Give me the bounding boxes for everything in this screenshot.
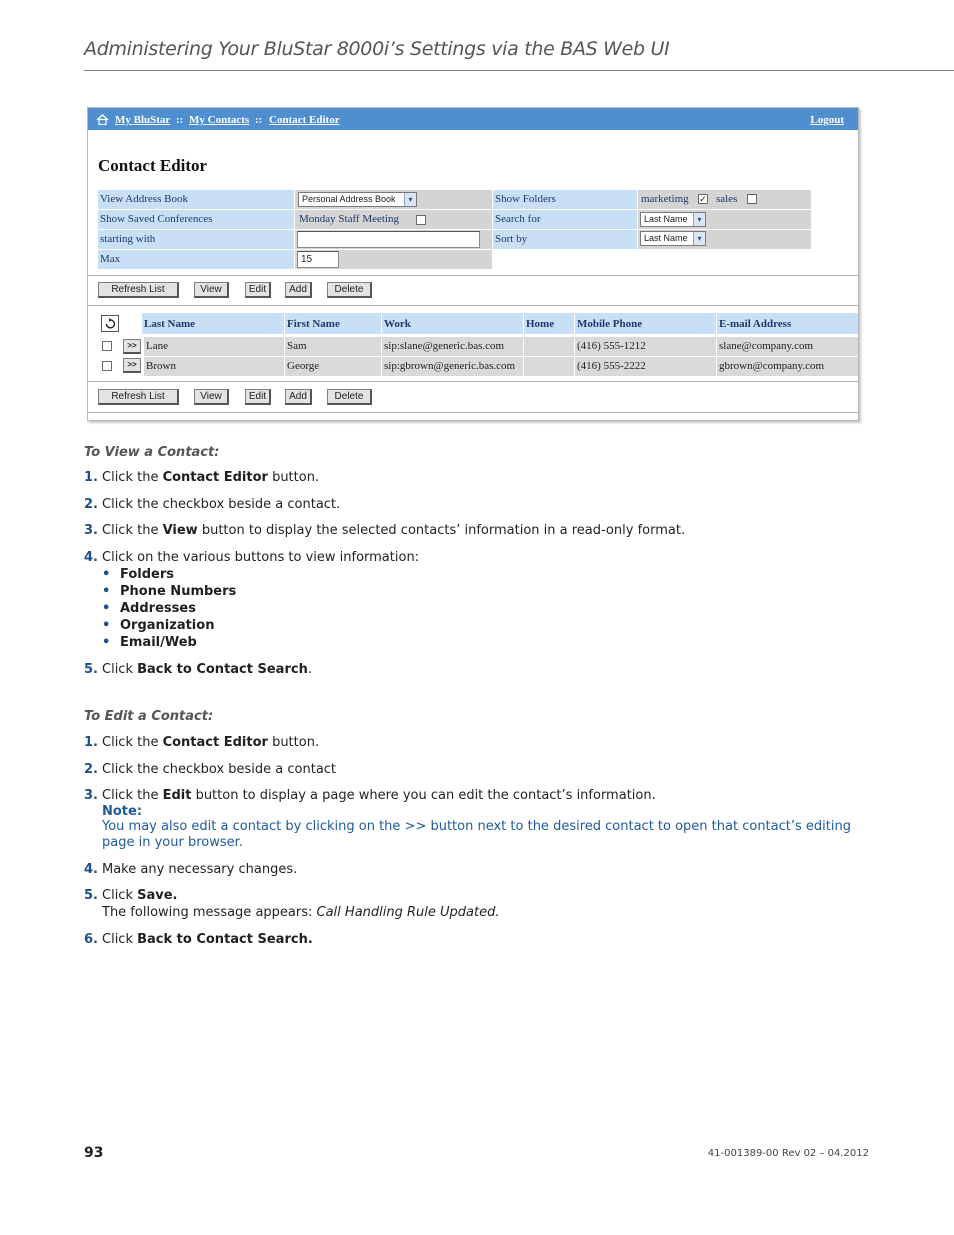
delete-button[interactable]: Delete (327, 282, 372, 298)
breadcrumb-contact-editor[interactable]: Contact Editor (269, 114, 340, 126)
cell-first-name: Sam (285, 337, 381, 356)
cell-first-name: George (285, 357, 381, 376)
step-number: 1. (84, 735, 98, 750)
step-number: 4. (84, 862, 98, 877)
col-header-work[interactable]: Work (382, 313, 523, 334)
home-icon[interactable] (96, 114, 109, 125)
chevron-down-icon[interactable]: ▾ (693, 213, 705, 226)
step-text: Click on the various buttons to view information: (102, 550, 420, 565)
chevron-down-icon[interactable]: ▾ (693, 232, 705, 245)
note-text-line: You may also edit a contact by clicking on the >> button next to the desired contact to open that contact’s editing (102, 819, 851, 834)
cell-home (524, 337, 574, 356)
document-id: 41-001389-00 Rev 02 – 04.2012 (707, 1148, 869, 1159)
divider (88, 412, 858, 413)
view-address-book-label: View Address Book (98, 190, 294, 209)
show-saved-conferences-label: Show Saved Conferences (98, 210, 294, 229)
breadcrumb-my-contacts[interactable]: My Contacts (189, 114, 250, 126)
contact-editor-title: Contact Editor (98, 156, 208, 175)
step-number: 6. (84, 932, 98, 947)
search-for-value: Last Name (644, 214, 688, 224)
chevron-down-icon[interactable]: ▾ (404, 193, 416, 206)
edit-section-title: To Edit a Contact: (84, 709, 214, 724)
add-button[interactable]: Add (285, 282, 312, 298)
note-heading: Note: (102, 804, 143, 819)
nav-bar (88, 108, 858, 130)
refresh-list-button[interactable]: Refresh List (98, 389, 179, 405)
divider (88, 305, 858, 306)
sort-by-value: Last Name (644, 233, 688, 243)
sort-by-label: Sort by (493, 230, 637, 249)
row-open-button[interactable]: >> (123, 339, 141, 354)
cell-mobile: (416) 555-1212 (575, 337, 716, 356)
search-for-label: Search for (493, 210, 637, 229)
cell-mobile: (416) 555-2222 (575, 357, 716, 376)
note-text-line: page in your browser. (102, 835, 243, 850)
folder-sales-checkbox[interactable] (747, 194, 757, 204)
header-rule (84, 70, 954, 71)
col-header-mobile-phone[interactable]: Mobile Phone (575, 313, 716, 334)
starting-with-input[interactable] (297, 231, 480, 248)
step-text: Click the Contact Editor button. (102, 470, 320, 485)
col-header-email[interactable]: E-mail Address (717, 313, 858, 334)
step-number: 3. (84, 788, 98, 803)
step-number: 5. (84, 662, 98, 677)
step-text: Click the checkbox beside a contact. (102, 497, 341, 512)
page-number: 93 (84, 1145, 104, 1161)
step-text: Click Save. (102, 888, 178, 903)
contact-editor-screenshot (87, 107, 859, 421)
divider (88, 381, 858, 382)
edit-button[interactable]: Edit (245, 389, 271, 405)
cell-email: gbrown@company.com (717, 357, 858, 376)
address-book-value: Personal Address Book (302, 194, 396, 204)
step-number: 2. (84, 497, 98, 512)
step-number: 4. (84, 550, 98, 565)
step-text: Click the View button to display the selected contacts’ information in a read-only format. (102, 523, 686, 538)
col-header-first-name[interactable]: First Name (285, 313, 381, 334)
cell-email: slane@company.com (717, 337, 858, 356)
cell-work: sip:gbrown@generic.bas.com (382, 357, 523, 376)
step-number: 3. (84, 523, 98, 538)
view-button[interactable]: View (194, 282, 229, 298)
col-header-last-name[interactable]: Last Name (142, 313, 284, 334)
step-number: 2. (84, 762, 98, 777)
row-open-button[interactable]: >> (123, 358, 141, 373)
divider (88, 275, 858, 276)
folder-marketing-label: marketimg (641, 193, 689, 205)
step-number: 5. (84, 888, 98, 903)
step-text: Click the checkbox beside a contact (102, 762, 337, 777)
step-text: Click Back to Contact Search. (102, 932, 313, 947)
max-input[interactable]: 15 (297, 251, 339, 268)
step-number: 1. (84, 470, 98, 485)
view-section-title: To View a Contact: (84, 445, 220, 460)
row-select-checkbox[interactable] (102, 361, 112, 371)
add-button[interactable]: Add (285, 389, 312, 405)
address-book-select[interactable] (298, 192, 417, 207)
logout-link[interactable]: Logout (810, 114, 844, 126)
search-for-select[interactable] (640, 212, 706, 227)
max-label: Max (98, 250, 294, 269)
delete-button[interactable]: Delete (327, 389, 372, 405)
folder-marketing-checkbox[interactable]: ✓ (699, 194, 707, 204)
cell-last-name: Lane (144, 337, 284, 356)
show-folders-label: Show Folders (493, 190, 637, 209)
breadcrumb-separator: :: (255, 114, 263, 126)
step-text: Make any necessary changes. (102, 862, 298, 877)
refresh-icon[interactable] (101, 315, 119, 332)
monday-meeting-checkbox[interactable] (416, 215, 426, 225)
cell-work: sip:slane@generic.bas.com (382, 337, 523, 356)
step-text: Click Back to Contact Search. (102, 662, 312, 677)
row-select-checkbox[interactable] (102, 341, 112, 351)
monday-meeting-label: Monday Staff Meeting (299, 213, 400, 225)
breadcrumb-separator: :: (176, 114, 184, 126)
step-text: Click the Edit button to display a page where you can edit the contact’s information. (102, 788, 656, 803)
col-header-home[interactable]: Home (524, 313, 574, 334)
edit-button[interactable]: Edit (245, 282, 271, 298)
breadcrumb-my-blustar[interactable]: My BluStar (115, 114, 171, 126)
sort-by-select[interactable] (640, 231, 706, 246)
page-header-title: Administering Your BluStar 8000i’s Settings via the BAS Web UI (84, 38, 670, 60)
refresh-list-button[interactable]: Refresh List (98, 282, 179, 298)
step-text: Click the Contact Editor button. (102, 735, 320, 750)
view-button[interactable]: View (194, 389, 229, 405)
save-message-line: The following message appears: Call Handling Rule Updated. (102, 905, 500, 920)
cell-home (524, 357, 574, 376)
cell-last-name: Brown (144, 357, 284, 376)
folder-sales-label: sales (716, 193, 738, 205)
starting-with-label: starting with (98, 230, 294, 249)
